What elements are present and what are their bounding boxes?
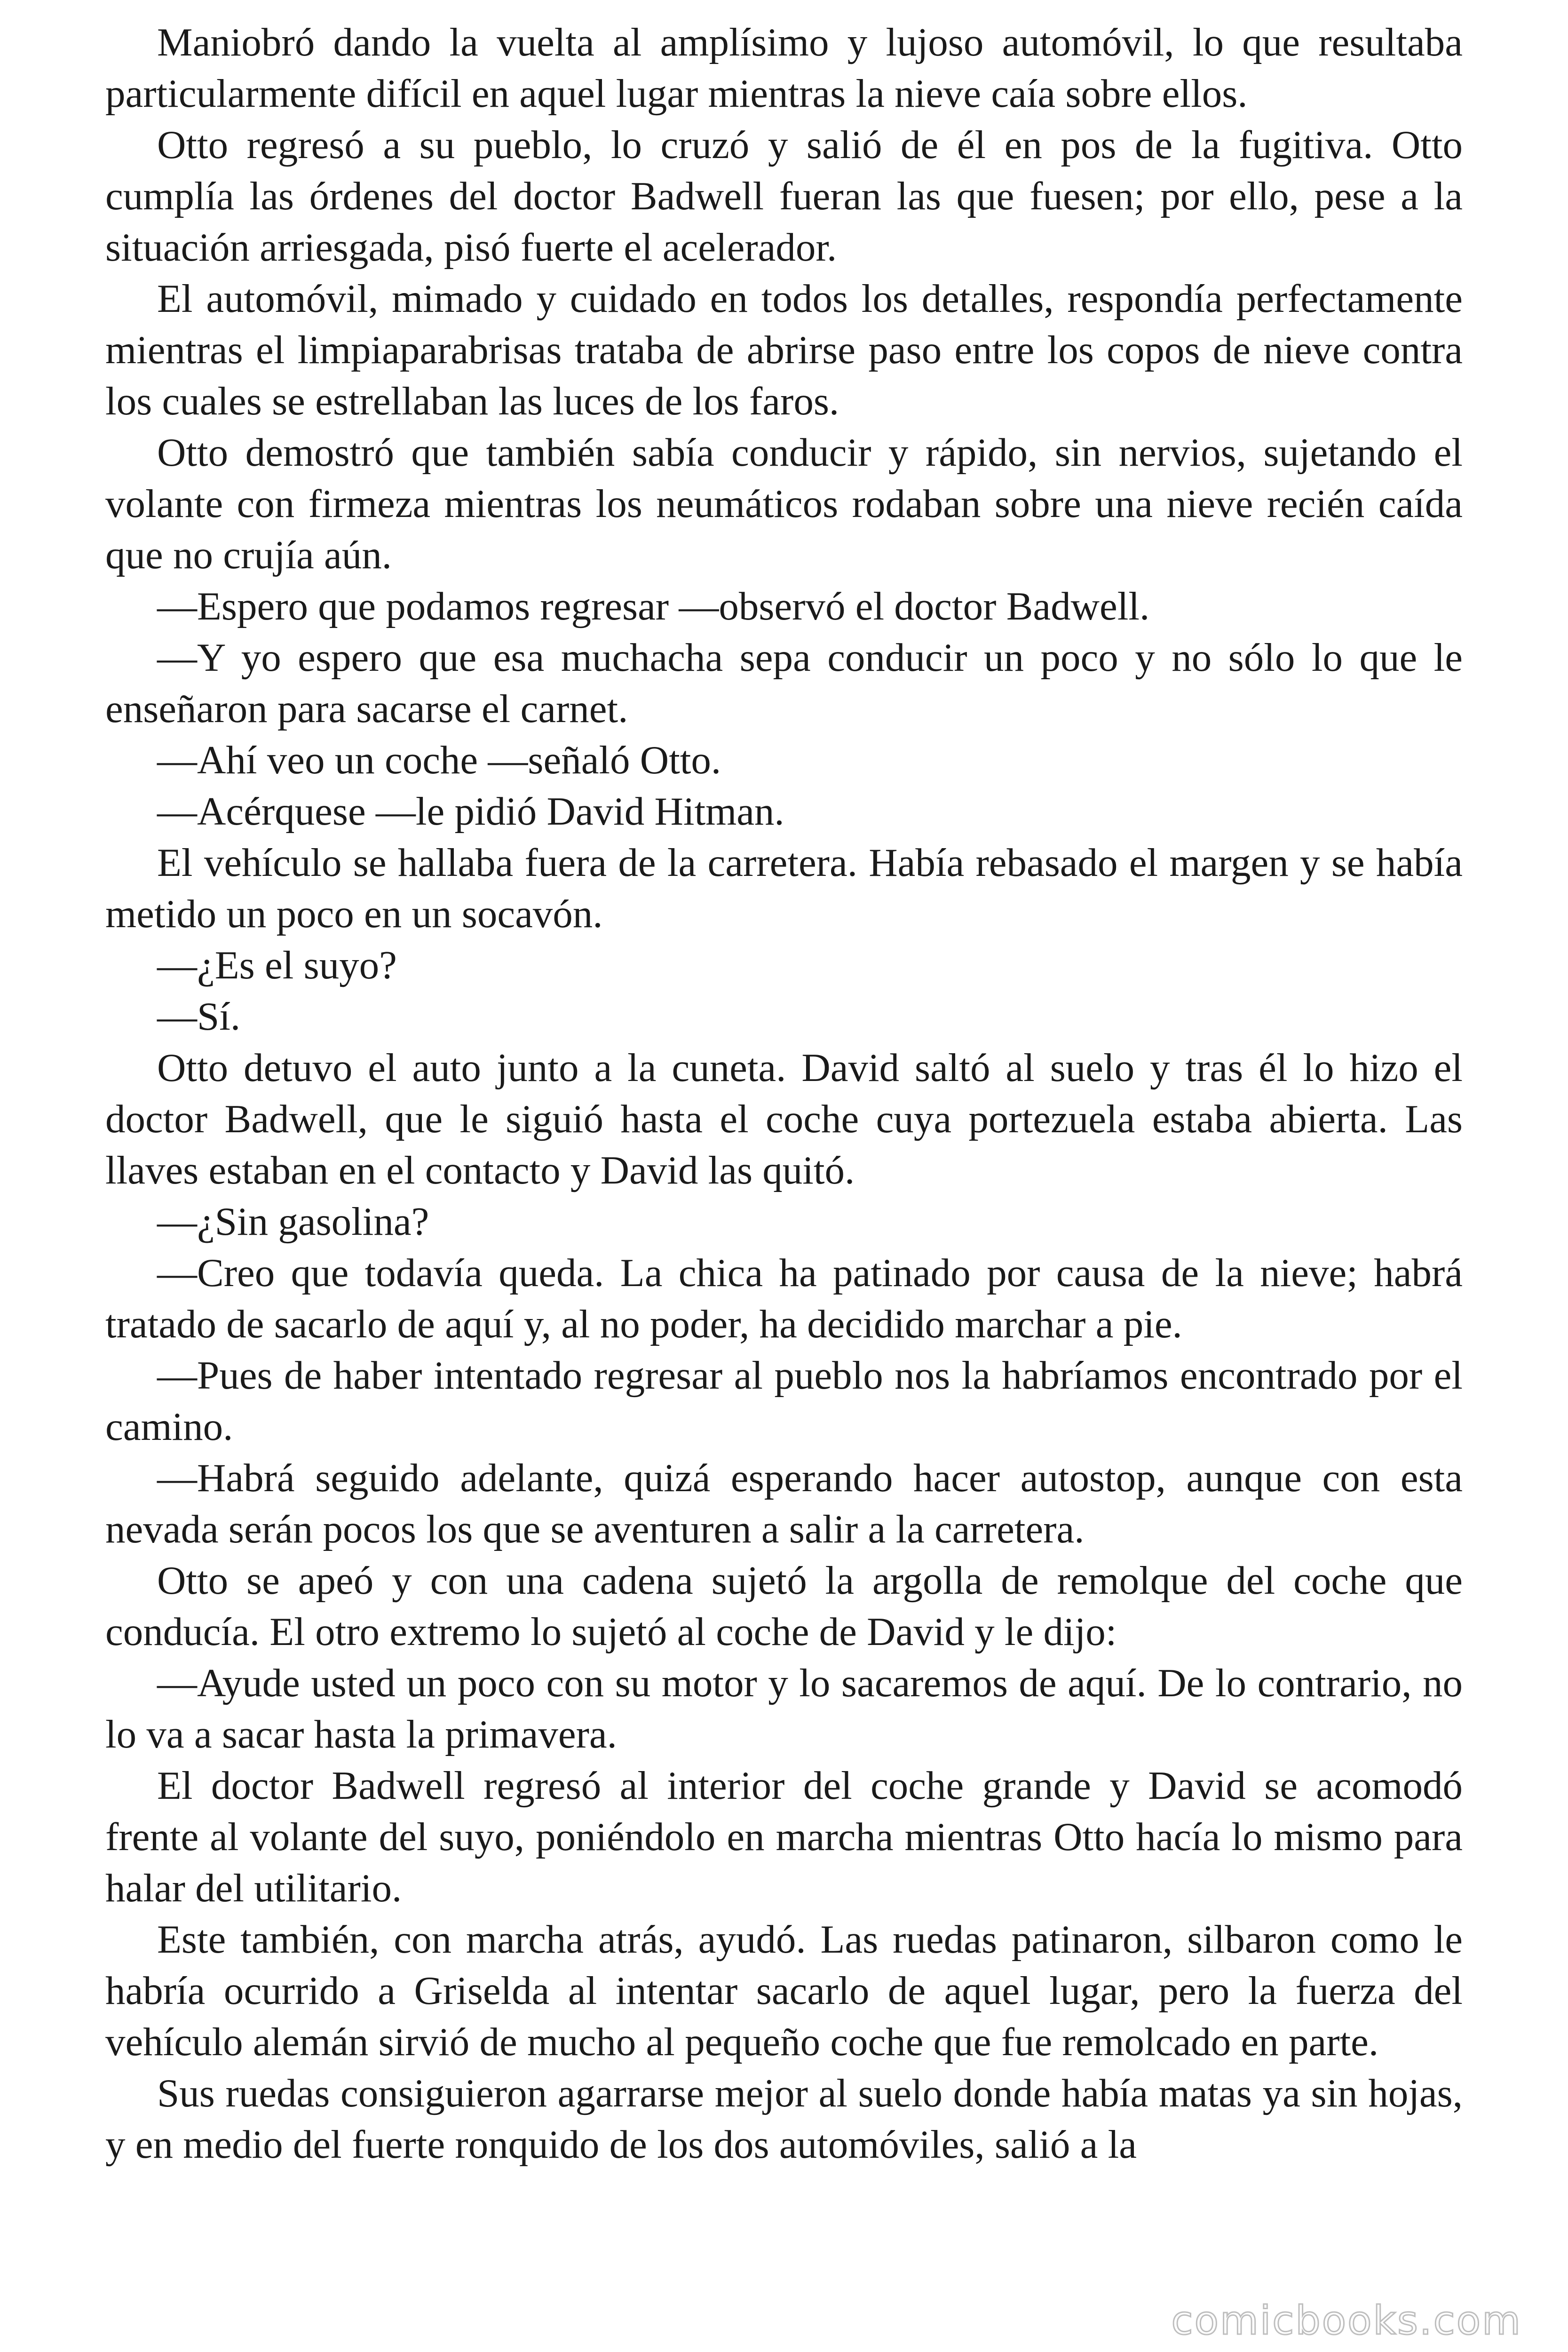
paragraph: —Ayude usted un poco con su motor y lo sacaremos de aquí. De lo contrario, no lo va a sacar hasta la primavera. (105, 1661, 1463, 1756)
paragraph: —Acérquese —le pidió David Hitman. (157, 789, 784, 834)
book-page-text (105, 17, 1463, 2170)
paragraph: Maniobró dando la vuelta al amplísimo y lujoso automóvil, lo que resultaba particularmente difícil en aquel lugar mientras la nieve caía sobre ellos. (105, 20, 1463, 116)
paragraph: —¿Sin gasolina? (157, 1200, 429, 1244)
paragraph: —Creo que todavía queda. La chica ha patinado por causa de la nieve; habrá tratado de sacarlo de aquí y, al no poder, ha decidido marchar a pie. (105, 1251, 1463, 1346)
paragraph: El vehículo se hallaba fuera de la carretera. Había rebasado el margen y se había metido un poco en un socavón. (105, 841, 1463, 936)
watermark: comicbooks.com (1171, 2297, 1522, 2344)
paragraph: —Y yo espero que esa muchacha sepa conducir un poco y no sólo lo que le enseñaron para sacarse el carnet. (105, 636, 1463, 731)
paragraph: —Espero que podamos regresar —observó el doctor Badwell. (157, 584, 1150, 628)
paragraph: —Ahí veo un coche —señaló Otto. (157, 738, 721, 782)
paragraph: El doctor Badwell regresó al interior del coche grande y David se acomodó frente al volante del suyo, poniéndolo en marcha mientras Otto hacía lo mismo para halar del utilitario. (105, 1764, 1463, 1910)
paragraph: —Sí. (157, 994, 241, 1039)
paragraph: Otto se apeó y con una cadena sujetó la argolla de remolque del coche que conducía. El otro extremo lo sujetó al coche de David y le dijo: (105, 1558, 1463, 1654)
paragraph: Otto regresó a su pueblo, lo cruzó y salió de él en pos de la fugitiva. Otto cumplía las órdenes del doctor Badwell fueran las que fuesen; por ello, pese a la situación arriesgada, pisó fuerte el acelerador. (105, 123, 1463, 270)
paragraph: Otto demostró que también sabía conducir y rápido, sin nervios, sujetando el volante con firmeza mientras los neumáticos rodaban sobre una nieve recién caída que no crujía aún. (105, 430, 1463, 577)
paragraph: Otto detuvo el auto junto a la cuneta. David saltó al suelo y tras él lo hizo el doctor Badwell, que le siguió hasta el coche cuya portezuela estaba abierta. Las llaves estaban en el contacto y David las quitó. (105, 1046, 1463, 1192)
paragraph: —Pues de haber intentado regresar al pueblo nos la habríamos encontrado por el camino. (105, 1353, 1463, 1449)
paragraph: Este también, con marcha atrás, ayudó. Las ruedas patinaron, silbaron como le habría ocurrido a Griselda al intentar sacarlo de aquel lugar, pero la fuerza del vehículo alemán sirvió de mucho al pequeño coche que fue remolcado en parte. (105, 1917, 1463, 2064)
paragraph: —Habrá seguido adelante, quizá esperando hacer autostop, aunque con esta nevada serán pocos los que se aventuren a salir a la carretera. (105, 1456, 1463, 1551)
paragraph: Sus ruedas consiguieron agarrarse mejor al suelo donde había matas ya sin hojas, y en medio del fuerte ronquido de los dos automóviles, salió a la (105, 2071, 1463, 2167)
paragraph: —¿Es el suyo? (157, 943, 397, 987)
paragraph: El automóvil, mimado y cuidado en todos los detalles, respondía perfectamente mientras el limpiaparabrisas trataba de abrirse paso entre los copos de nieve contra los cuales se estrellaban las luces de los faros. (105, 277, 1463, 423)
